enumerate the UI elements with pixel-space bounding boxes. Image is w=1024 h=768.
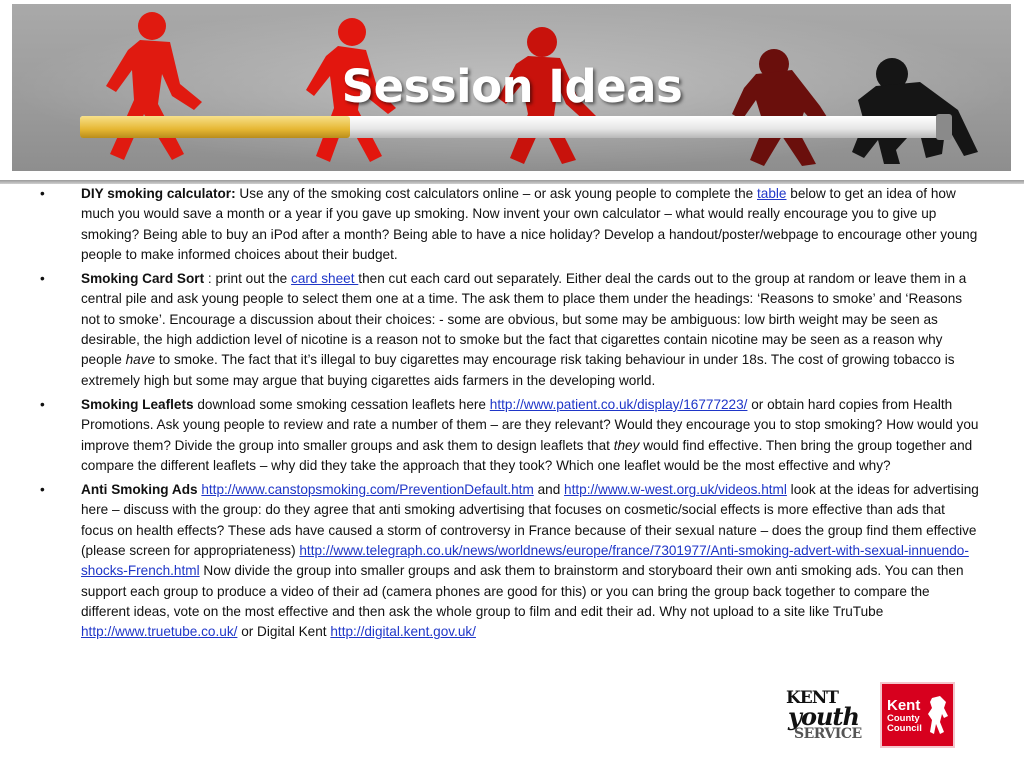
item-text: : print out the [204, 271, 292, 287]
logo-text: County [887, 713, 920, 724]
list-item-card-sort [40, 269, 980, 391]
bullet: • [40, 186, 45, 201]
list-item-leaflets [40, 395, 980, 476]
cigarette-filter-icon [80, 116, 350, 138]
list-item-anti-smoking-ads [40, 480, 980, 642]
item-text: then cut each card out separately. Either deal the cards out to the group at random or leave them in a central pile and ask young people to select them one at a time. The ask them to place them under the headings: ‘Reasons to smoke’ and ‘Reasons not to smoke’. Encourage a discussion about their choices: - some are obvious, but some may be ambiguous: low birth weight may be seen as desirable, the high addiction level of nicotine is a reason not to smoke but the fact that cigarettes contain nicotine may be seen as a reason why people [81, 271, 967, 368]
item-heading: DIY smoking calculator: [81, 186, 236, 201]
w-west-link[interactable]: http://www.w-west.org.uk/videos.html [564, 482, 787, 498]
table-link[interactable]: table [757, 186, 787, 201]
patient-link[interactable]: http://www.patient.co.uk/display/16777223/ [489, 396, 748, 412]
logo-text: KENT [786, 688, 838, 708]
cigarette-ash-icon [936, 114, 952, 140]
item-text: below to get an idea of how much you would save a month or a year if you gave up smoking. Now invent your own calculator – what would really encourage you to give up smoking? Being able to buy an iPod after a month? Being able to have a nice holiday? Develop a handout/poster/webpage to encourage other young people to make informed choices about their budget. [81, 186, 978, 262]
item-text: or Digital Kent [237, 624, 331, 640]
white-horse-icon [926, 694, 950, 736]
bullet: • [40, 396, 45, 412]
telegraph-link[interactable]: http://www.telegraph.co.uk/news/worldnews/europe/france/7301977/Anti-smoking-advert-with-sexual-innuendo-shocks-French.html [81, 543, 969, 579]
item-text: or obtain hard copies from Health Promotions. Ask young people to review and rate a number of them – are they relevant? Would they encourage you to stop smoking? How would you improve them? Divide the group into smaller groups and ask them to design leaflets that [81, 396, 979, 453]
card-sheet-link[interactable]: card sheet [291, 271, 359, 287]
kent-youth-service-logo [784, 688, 864, 746]
item-text: Use any of the smoking cost calculators online – or ask young people to complete the [235, 186, 757, 201]
item-text: and [533, 482, 565, 498]
kent-county-council-logo [880, 682, 955, 748]
item-text: Now divide the group into smaller groups and ask them to brainstorm and storyboard their own anti smoking ads. You can then support each group to produce a video of their ad (camera phones are good for this) or you can bring the group back together to compare the different ideas, vote on the most effective and then ask the whole group to film and edit their ad. Why not upload to a site like TruTube [81, 563, 964, 619]
canstopsmoking-link[interactable]: http://www.canstopsmoking.com/PreventionDefault.htm [201, 482, 534, 498]
item-heading: Anti Smoking Ads [81, 482, 198, 498]
slide-title: Session Ideas [341, 60, 683, 113]
item-heading: Smoking Leaflets [81, 396, 194, 412]
item-emphasis: have [125, 352, 156, 368]
item-emphasis: they [613, 437, 640, 453]
list-item-diy-calculator [40, 184, 980, 265]
item-heading: Smoking Card Sort [81, 271, 205, 287]
bullet: • [40, 271, 45, 287]
truetube-link[interactable]: http://www.truetube.co.uk/ [81, 624, 238, 640]
item-text: would find effective. Then bring the group together and compare the different leaflets – why did they take the approach that they took? Which one leaflet would be the most effective and why? [81, 437, 973, 473]
item-text: look at the ideas for advertising here – discuss with the group: do they agree that anti smoking advertising that focuses on cosmetic/social effects is more effective than ads that focus on health effects? These ads have caused a storm of controversy in France because of their sexual nature – does the group find them effective (please screen for appropriateness) [81, 482, 979, 559]
logo-text: SERVICE [794, 726, 862, 742]
logo-text: youth [788, 702, 859, 731]
session-ideas-list [40, 184, 980, 647]
bullet: • [40, 482, 45, 498]
logo-text: Council [887, 723, 922, 734]
logo-text: Kent [887, 697, 921, 714]
digital-kent-link[interactable]: http://digital.kent.gov.uk/ [330, 624, 476, 640]
item-text: to smoke. The fact that it’s illegal to buy cigarettes may encourage risk taking behaviour in under 18s. The cost of growing tobacco is extremely high but some may argue that buying cigarettes aids farmers in the developing world. [81, 352, 955, 388]
item-text: download some smoking cessation leaflets here [193, 396, 490, 412]
